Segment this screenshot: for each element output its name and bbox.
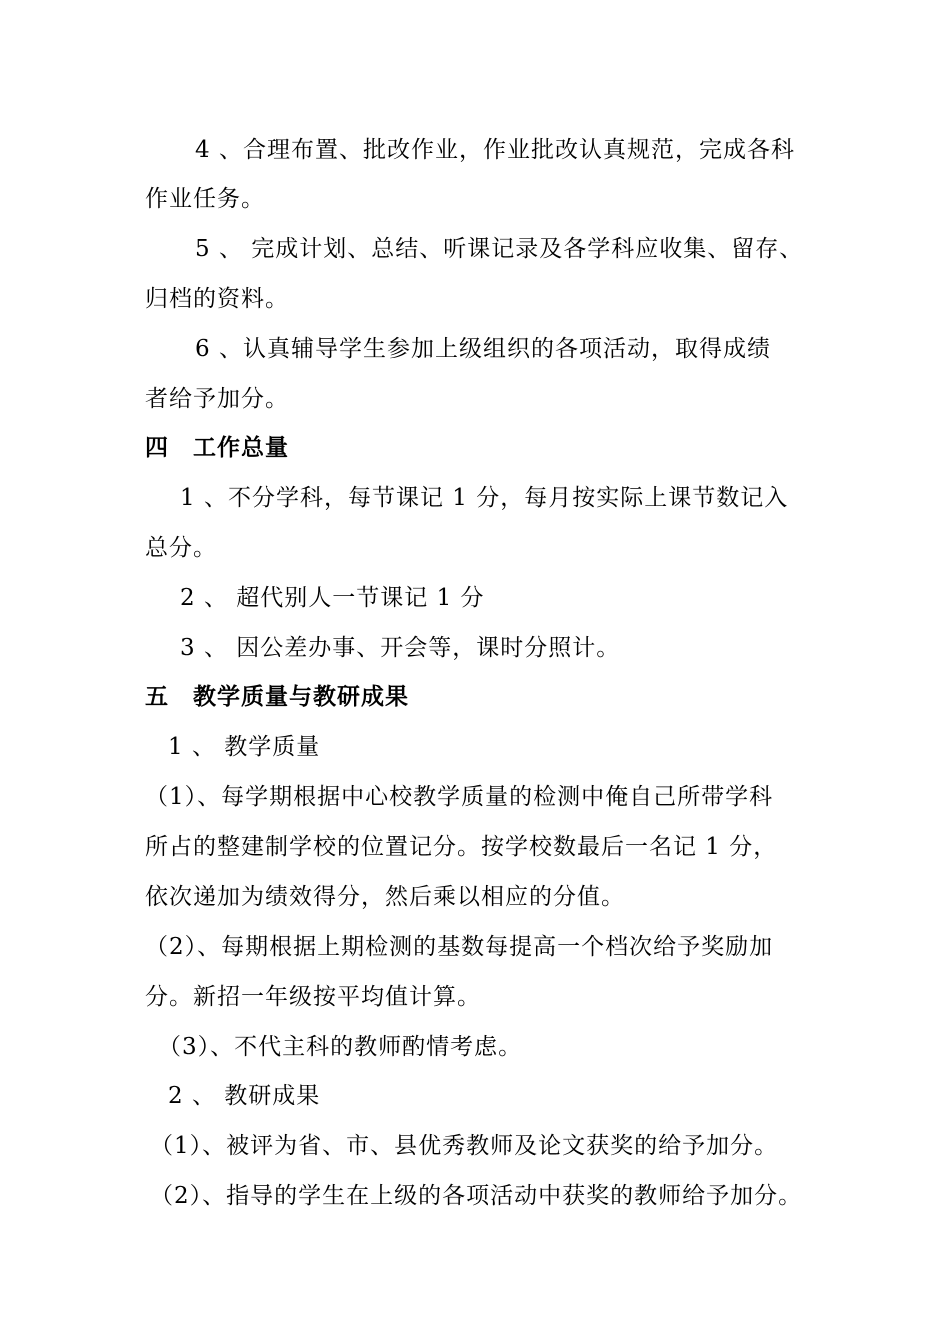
- section4-heading: 四 工作总量: [145, 434, 289, 461]
- section5-sub2-p2: （2）、指导的学生在上级的各项活动中获奖的教师给予加分。: [150, 1183, 803, 1209]
- section5-sub1-p1-line2: 所占的整建制学校的位置记分。按学校数最后一名记 1 分，: [145, 834, 778, 860]
- section5-sub1-p2-line2: 分。新招一年级按平均值计算。: [145, 984, 481, 1010]
- section5-sub2-p1: （1）、被评为省、市、县优秀教师及论文获奖的给予加分。: [150, 1133, 779, 1159]
- section4-item1-line1: 1 、不分学科，每节课记 1 分，每月按实际上课节数记入: [180, 485, 789, 511]
- section4-item1-line2: 总分。: [145, 535, 217, 561]
- section5-sub2-title: 2 、 教研成果: [168, 1083, 321, 1109]
- section5-sub1-p1-line3: 依次递加为绩效得分，然后乘以相应的分值。: [145, 884, 625, 910]
- item5-line2: 归档的资料。: [145, 286, 289, 312]
- section5-heading: 五 教学质量与教研成果: [145, 683, 409, 710]
- item6-line1: 6 、认真辅导学生参加上级组织的各项活动，取得成绩: [195, 336, 771, 362]
- item4-line1: 4 、合理布置、批改作业，作业批改认真规范，完成各科: [195, 137, 795, 163]
- item4-line2: 作业任务。: [145, 186, 265, 212]
- item5-line1: 5 、 完成计划、总结、听课记录及各学科应收集、留存、: [195, 236, 804, 262]
- section5-sub1-p1-line1: （1）、每学期根据中心校教学质量的检测中俺自己所带学科: [145, 784, 774, 810]
- section5-sub1-p3: （3）、不代主科的教师酌情考虑。: [158, 1034, 523, 1060]
- section4-item2: 2 、 超代别人一节课记 1 分: [180, 585, 485, 611]
- section5-sub1-p2-line1: （2）、每期根据上期检测的基数每提高一个档次给予奖励加: [145, 934, 774, 960]
- item6-line2: 者给予加分。: [145, 386, 289, 412]
- section4-item3: 3 、 因公差办事、开会等，课时分照计。: [180, 635, 621, 661]
- section5-sub1-title: 1 、 教学质量: [168, 734, 321, 760]
